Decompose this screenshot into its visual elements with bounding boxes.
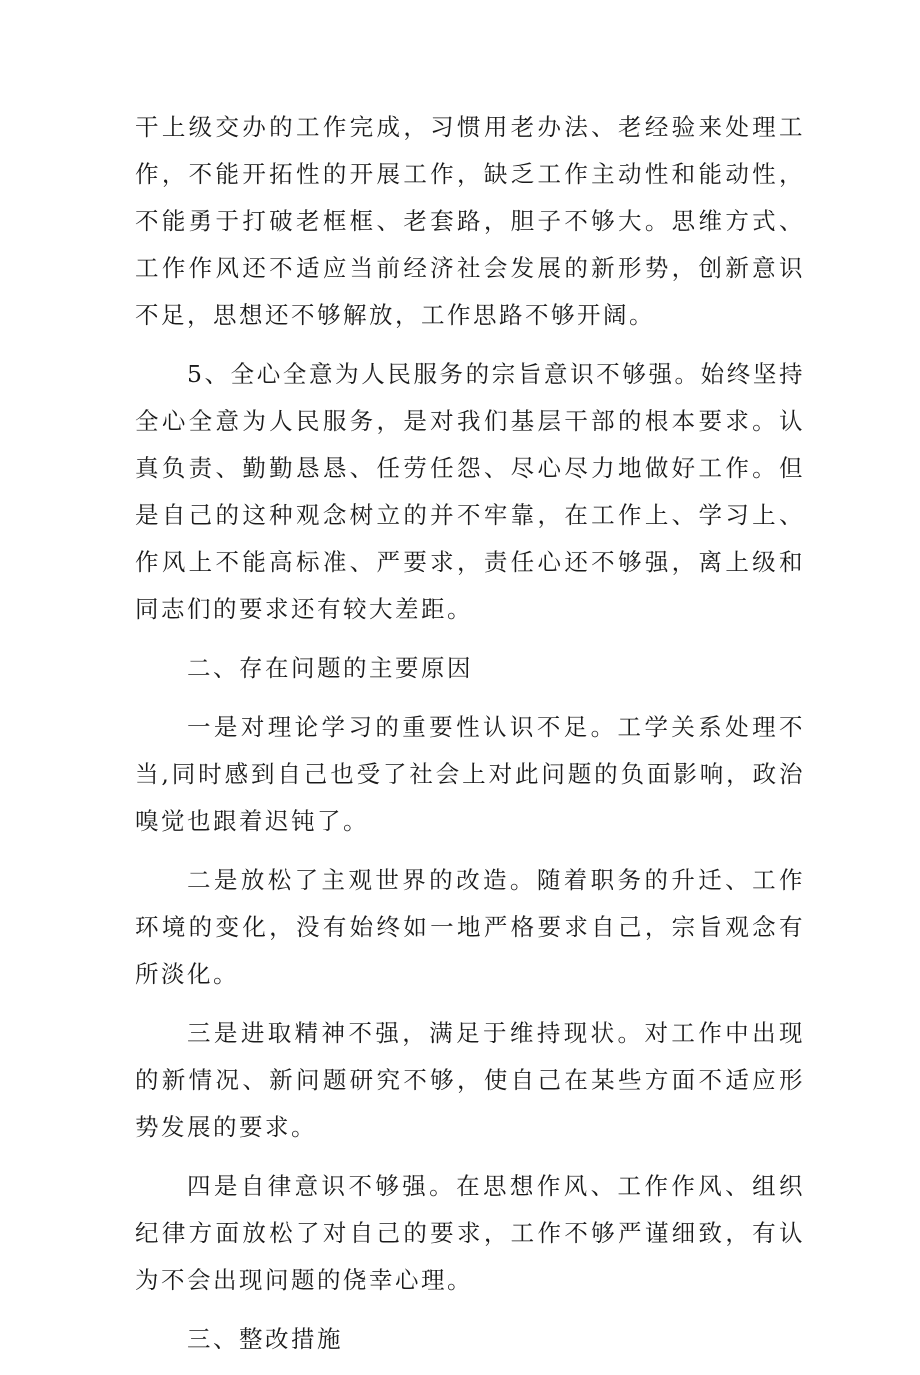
paragraph-item-5: 5、全心全意为人民服务的宗旨意识不够强。始终坚持全心全意为人民服务，是对我们基层干部的根本要求。认真负责、勤勤恳恳、任劳任怨、尽心尽力地做好工作。但是自己的这种观念树立的并不牢靠，在工作上、学习上、作风上不能高标准、严要求，责任心还不够强，离上级和同志们的要求还有较大差距。 bbox=[135, 360, 805, 623]
section-heading-main-causes: 二、存在问题的主要原因 bbox=[187, 654, 473, 682]
paragraph-reason-1: 一是对理论学习的重要性认识不足。工学关系处理不当,同时感到自己也受了社会上对此问题的负面影响，政治嗅觉也跟着迟钝了。 bbox=[135, 713, 805, 835]
section-heading-rectification: 三、整改措施 bbox=[187, 1325, 343, 1353]
paragraph-continuation: 干上级交办的工作完成，习惯用老办法、老经验来处理工作，不能开拓性的开展工作，缺乏工作主动性和能动性，不能勇于打破老框框、老套路，胆子不够大。思维方式、工作作风还不适应当前经济社会发展的新形势，创新意识不足，思想还不够解放，工作思路不够开阔。 bbox=[135, 113, 805, 329]
document-body bbox=[135, 104, 805, 1375]
paragraph-reason-3: 三是进取精神不强，满足于维持现状。对工作中出现的新情况、新问题研究不够，使自己在某些方面不适应形势发展的要求。 bbox=[135, 1019, 805, 1141]
paragraph-reason-2: 二是放松了主观世界的改造。随着职务的升迁、工作环境的变化，没有始终如一地严格要求自己，宗旨观念有所淡化。 bbox=[135, 866, 805, 988]
paragraph-reason-4: 四是自律意识不够强。在思想作风、工作作风、组织纪律方面放松了对自己的要求，工作不够严谨细致，有认为不会出现问题的侥幸心理。 bbox=[135, 1172, 805, 1294]
